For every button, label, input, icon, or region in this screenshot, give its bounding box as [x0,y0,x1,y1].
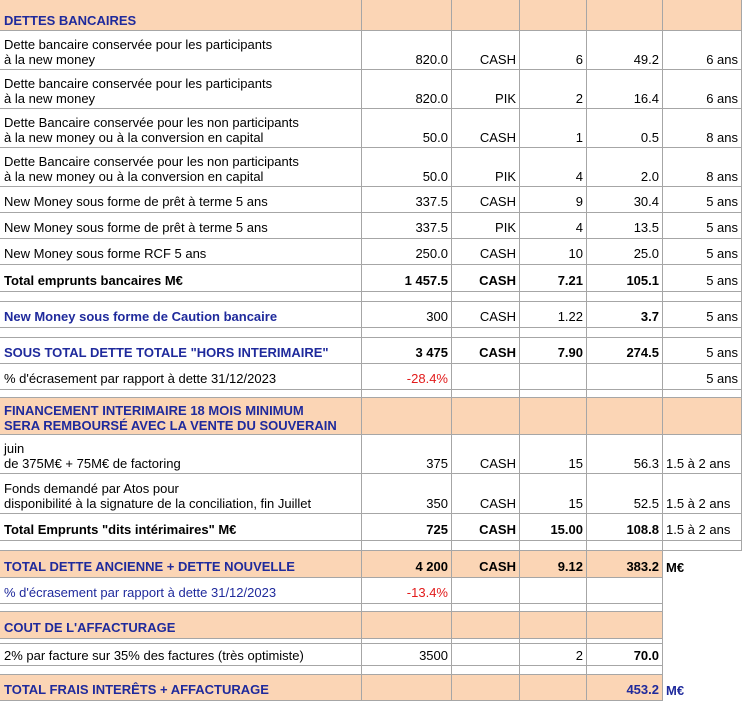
table-row [0,31,742,70]
empty-cell[interactable] [452,578,520,604]
row-label[interactable]: Dette bancaire conservée pour les participants à la new money [0,70,362,109]
empty-cell[interactable] [362,328,452,338]
rate-cell[interactable]: 1.22 [520,302,587,328]
empty-cell[interactable] [362,675,452,701]
empty-cell[interactable] [362,612,452,639]
empty-cell[interactable] [520,390,587,398]
percent-cell[interactable]: -13.4% [362,578,452,604]
amount-cell[interactable]: 1 457.5 [362,265,452,292]
duration-cell[interactable]: 1.5 à 2 ans [663,435,742,474]
type-cell[interactable]: PIK [452,70,520,109]
empty-cell[interactable] [452,328,520,338]
empty-cell[interactable] [0,541,362,551]
rate-cell[interactable]: 7.21 [520,265,587,292]
rate-cell[interactable]: 4 [520,148,587,187]
empty-cell[interactable] [452,398,520,435]
type-cell[interactable]: CASH [452,187,520,213]
spacer-row [0,666,742,675]
empty-cell[interactable] [0,390,362,398]
empty-cell[interactable] [587,604,663,612]
empty-cell[interactable] [362,0,452,31]
duration-cell[interactable]: 8 ans [663,148,742,187]
duration-cell[interactable]: 1.5 à 2 ans [663,514,742,541]
section-title[interactable]: DETTES BANCAIRES [0,0,362,31]
row-label[interactable]: SOUS TOTAL DETTE TOTALE "HORS INTERIMAIRE" [0,338,362,364]
row-label[interactable]: TOTAL FRAIS INTERÊTS + AFFACTURAGE [0,675,362,701]
amount-cell[interactable]: 50.0 [362,109,452,148]
rate-cell[interactable]: 15 [520,435,587,474]
empty-cell[interactable] [362,666,452,675]
section-header-affacturage [0,612,742,639]
empty-cell[interactable] [587,578,663,604]
row-label[interactable]: New Money sous forme de Caution bancaire [0,302,362,328]
empty-cell[interactable] [0,666,362,675]
row-label[interactable]: TOTAL DETTE ANCIENNE + DETTE NOUVELLE [0,551,362,578]
empty-cell[interactable] [663,292,742,302]
spacer-row [0,390,742,398]
type-cell[interactable]: CASH [452,109,520,148]
empty-cell[interactable] [663,541,742,551]
row-label[interactable]: % d'écrasement par rapport à dette 31/12/2023 [0,578,362,604]
interest-cell[interactable]: 70.0 [587,644,663,666]
table-row [0,213,742,239]
duration-cell[interactable]: 6 ans [663,31,742,70]
duration-cell[interactable]: 8 ans [663,109,742,148]
empty-cell[interactable] [520,578,587,604]
sous-total-row [0,338,742,364]
ecrasement-row-2 [0,578,742,604]
type-cell[interactable]: CASH [452,302,520,328]
empty-cell[interactable] [520,398,587,435]
section-title[interactable]: COUT DE L'AFFACTURAGE [0,612,362,639]
duration-cell[interactable]: 5 ans [663,364,742,390]
duration-cell[interactable]: 5 ans [663,302,742,328]
amount-cell[interactable]: 820.0 [362,70,452,109]
type-cell[interactable]: CASH [452,514,520,541]
empty-cell[interactable] [663,328,742,338]
empty-cell[interactable] [452,666,520,675]
amount-cell[interactable]: 375 [362,435,452,474]
table-row [0,70,742,109]
duration-cell[interactable]: 6 ans [663,70,742,109]
rate-cell[interactable]: 9 [520,187,587,213]
empty-cell[interactable] [452,390,520,398]
empty-cell[interactable] [520,0,587,31]
percent-cell[interactable]: -28.4% [362,364,452,390]
rate-cell[interactable]: 6 [520,31,587,70]
amount-cell[interactable]: 725 [362,514,452,541]
interest-cell[interactable]: 56.3 [587,435,663,474]
interest-cell[interactable]: 3.7 [587,302,663,328]
empty-cell[interactable] [587,612,663,639]
type-cell[interactable]: PIK [452,148,520,187]
spacer-row [0,541,742,551]
empty-cell[interactable] [520,364,587,390]
empty-cell[interactable] [362,292,452,302]
empty-cell[interactable] [0,604,362,612]
rate-cell[interactable]: 4 [520,213,587,239]
row-label[interactable]: Dette bancaire conservée pour les participants à la new money [0,31,362,70]
row-label[interactable]: Total Emprunts "dits intérimaires" M€ [0,514,362,541]
rate-cell[interactable]: 2 [520,644,587,666]
section-header-interim [0,398,742,435]
empty-cell[interactable] [520,612,587,639]
empty-cell[interactable] [520,328,587,338]
rate-cell[interactable]: 9.12 [520,551,587,578]
empty-cell[interactable] [0,328,362,338]
amount-cell[interactable]: 250.0 [362,239,452,265]
empty-cell[interactable] [0,292,362,302]
interest-cell[interactable]: 16.4 [587,70,663,109]
row-label[interactable]: New Money sous forme de prêt à terme 5 ans [0,213,362,239]
interest-cell[interactable]: 383.2 [587,551,663,578]
row-label[interactable]: New Money sous forme RCF 5 ans [0,239,362,265]
affacturage-row [0,644,742,666]
empty-cell[interactable] [452,364,520,390]
interest-cell[interactable]: 108.8 [587,514,663,541]
total-row-interim [0,514,742,541]
amount-cell[interactable]: 337.5 [362,213,452,239]
table-row [0,474,742,514]
empty-cell[interactable] [520,675,587,701]
table-row [0,148,742,187]
type-cell[interactable]: CASH [452,31,520,70]
type-cell[interactable]: CASH [452,435,520,474]
empty-cell[interactable] [520,541,587,551]
empty-cell[interactable] [452,644,520,666]
amount-cell[interactable]: 820.0 [362,31,452,70]
empty-cell[interactable] [587,328,663,338]
unit-cell[interactable]: M€ [666,560,685,575]
section-header-dettes [0,0,742,31]
empty-cell[interactable] [362,604,452,612]
rate-cell[interactable]: 7.90 [520,338,587,364]
type-cell[interactable]: CASH [452,551,520,578]
amount-cell[interactable]: 4 200 [362,551,452,578]
caution-row [0,302,742,328]
interest-cell[interactable]: 25.0 [587,239,663,265]
row-label[interactable]: Dette Bancaire conservée pour les non participants à la new money ou à la conversion en capital [0,148,362,187]
interest-cell[interactable]: 105.1 [587,265,663,292]
spacer-row [0,292,742,302]
amount-cell[interactable]: 3500 [362,644,452,666]
duration-cell[interactable]: 1.5 à 2 ans [663,474,742,514]
interest-cell[interactable]: 49.2 [587,31,663,70]
duration-cell[interactable]: 5 ans [663,239,742,265]
empty-cell[interactable] [452,541,520,551]
empty-cell[interactable] [452,0,520,31]
interest-cell[interactable]: 274.5 [587,338,663,364]
table-row [0,435,742,474]
empty-cell[interactable] [587,292,663,302]
row-label[interactable]: 2% par facture sur 35% des factures (très optimiste) [0,644,362,666]
empty-cell[interactable] [452,612,520,639]
row-label[interactable]: Total emprunts bancaires M€ [0,265,362,292]
duration-cell[interactable]: 5 ans [663,338,742,364]
amount-cell[interactable]: 300 [362,302,452,328]
empty-cell[interactable] [587,541,663,551]
row-label[interactable]: Dette Bancaire conservée pour les non participants à la new money ou à la conversion en capital [0,109,362,148]
amount-cell[interactable]: 337.5 [362,187,452,213]
table-row [0,187,742,213]
empty-cell[interactable] [520,292,587,302]
interest-cell[interactable]: 2.0 [587,148,663,187]
type-cell[interactable]: PIK [452,213,520,239]
interest-cell[interactable]: 52.5 [587,474,663,514]
type-cell[interactable]: CASH [452,239,520,265]
row-label[interactable]: New Money sous forme de prêt à terme 5 ans [0,187,362,213]
amount-cell[interactable]: 3 475 [362,338,452,364]
rate-cell[interactable]: 1 [520,109,587,148]
empty-cell[interactable] [587,390,663,398]
duration-cell[interactable]: 5 ans [663,187,742,213]
total-dette-row [0,551,742,578]
rate-cell[interactable]: 15 [520,474,587,514]
spacer-row [0,328,742,338]
empty-cell[interactable] [587,398,663,435]
empty-cell[interactable] [362,398,452,435]
empty-cell[interactable] [362,390,452,398]
type-cell[interactable]: CASH [452,265,520,292]
rate-cell[interactable]: 15.00 [520,514,587,541]
empty-cell[interactable] [452,675,520,701]
table-row [0,109,742,148]
row-label[interactable]: juin de 375M€ + 75M€ de factoring [0,435,362,474]
empty-cell[interactable] [587,0,663,31]
empty-cell[interactable] [452,604,520,612]
duration-cell[interactable]: 5 ans [663,213,742,239]
interest-cell[interactable]: 453.2 [587,675,663,701]
section-title[interactable]: FINANCEMENT INTERIMAIRE 18 MOIS MINIMUM SERA REMBOURSÉ AVEC LA VENTE DU SOUVERAIN [0,398,362,435]
interest-cell[interactable]: 30.4 [587,187,663,213]
row-label[interactable]: Fonds demandé par Atos pour disponibilité à la signature de la conciliation, fin Juillet [0,474,362,514]
amount-cell[interactable]: 350 [362,474,452,514]
type-cell[interactable]: CASH [452,474,520,514]
spacer-row [0,604,742,612]
rate-cell[interactable]: 2 [520,70,587,109]
empty-cell[interactable] [663,398,742,435]
empty-cell[interactable] [362,541,452,551]
rate-cell[interactable]: 10 [520,239,587,265]
empty-cell[interactable] [663,0,742,31]
unit-cell[interactable]: M€ [666,683,685,698]
empty-cell[interactable] [452,292,520,302]
interest-cell[interactable]: 13.5 [587,213,663,239]
table-row [0,239,742,265]
empty-cell[interactable] [663,390,742,398]
empty-cell[interactable] [587,364,663,390]
duration-cell[interactable]: 5 ans [663,265,742,292]
total-row-bancaires [0,265,742,292]
row-label[interactable]: % d'écrasement par rapport à dette 31/12/2023 [0,364,362,390]
type-cell[interactable]: CASH [452,338,520,364]
interest-cell[interactable]: 0.5 [587,109,663,148]
total-frais-row [0,675,742,701]
ecrasement-row [0,364,742,390]
empty-cell[interactable] [587,666,663,675]
empty-cell[interactable] [520,666,587,675]
empty-cell[interactable] [520,604,587,612]
amount-cell[interactable]: 50.0 [362,148,452,187]
